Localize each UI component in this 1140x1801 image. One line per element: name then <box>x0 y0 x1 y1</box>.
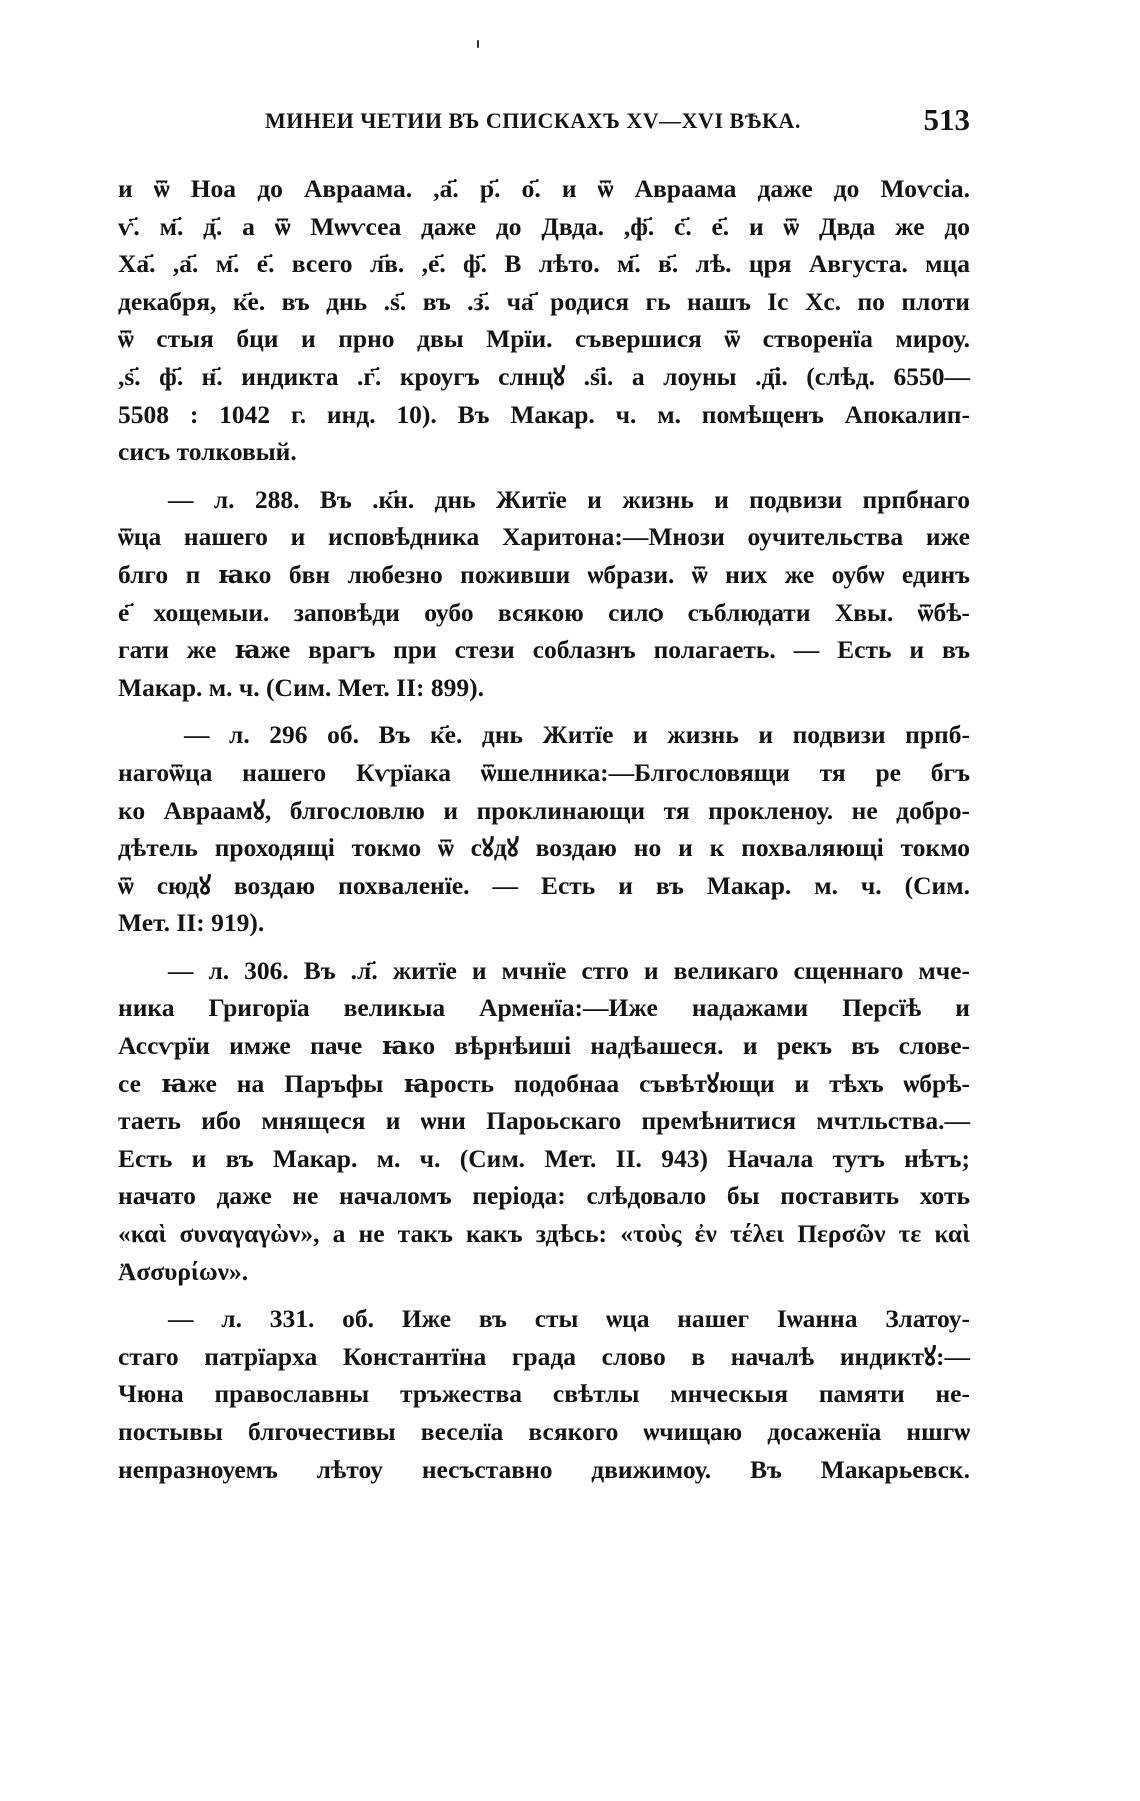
ink-speck <box>477 40 479 48</box>
text-line: гати же ꙗже врагъ при стези соблазнъ полагаеть. — Есть и въ <box>118 635 970 665</box>
text-line: — л. 296 об. Въ к҃е. днь Житїе и жизнь и подвизи прпб- <box>184 720 970 750</box>
body-text <box>118 170 970 1488</box>
text-line: начато даже не началомъ періода: слѣдовало бы поставить хоть <box>118 1181 970 1211</box>
paragraph-3 <box>118 716 970 942</box>
text-line: «καὶ συναγαγὼν», а не такъ какъ здѣсь: «τοὺς ἐν τέλει Περσῶν τε καὶ <box>118 1219 970 1249</box>
text-line: се ꙗже на Паръфы ꙗрость подобнаа съвѣтꙋющи и тѣхъ ѡбрѣ- <box>118 1068 970 1098</box>
text-line: непразноуемъ лѣтоу несъставно движимоу. Въ Макарьевск. <box>118 1454 970 1484</box>
text-line: Ἀσσυρίων». <box>118 1256 249 1286</box>
text-line: ника Григорїа великыа Арменїа:—Иже надажами Персїѣ и <box>118 993 970 1023</box>
page-number: 513 <box>923 102 970 137</box>
text-line: ,ѕ҃. ф҃. н҃. индикта .г҃. кроугъ слнцꙋ .ѕ҃і. а лоуны .д҃і. (слѣд. 6550— <box>118 361 970 391</box>
paragraph-2 <box>118 481 970 707</box>
paragraph-4 <box>118 952 970 1290</box>
text-line: ѵ҃. м҃. д҃. а ѿ Мѡѵсеа даже до Двда. ,ф҃. с҃. е҃. и ѿ Двда же до <box>118 211 970 241</box>
running-title: МИНЕИ ЧЕТИИ ВЪ СПИСКАХЪ XV—XVI ВѢКА. <box>265 108 801 133</box>
text-line: ѿ сюдꙋ воздаю похваленїе. — Есть и въ Макар. м. ч. (Сим. <box>118 870 970 900</box>
paragraph-5 <box>118 1300 970 1488</box>
text-line: Ха҃. ,а҃. м҃. е҃. всего л҃в. ,е҃. ф҃. В лѣто. м҃. в҃. лѣ. цря Августа. мца <box>118 249 970 279</box>
text-line: стаго патрїарха Константїна града слово в началѣ индиктꙋ:— <box>118 1341 970 1371</box>
text-line: Макар. м. ч. (Сим. Мет. II: 899). <box>118 672 485 702</box>
text-line: Есть и въ Макар. м. ч. (Сим. Мет. II. 943) Начала тутъ нѣтъ; <box>118 1143 970 1173</box>
text-line: сисъ толковый. <box>118 437 297 467</box>
text-line: и ѿ Ноа до Авраама. ,а҃. р҃. о҃. и ѿ Авраама даже до Моѵсіа. <box>118 174 970 203</box>
text-line: дѣтель проходящі токмо ѿ сꙋдꙋ воздаю но и к похваляющі токмо <box>118 833 970 863</box>
text-line: декабря, к҃е. въ днь .ѕ҃. въ .з҃. ча҃ родися гь нашъ Іс Хс. по плоти <box>118 286 970 316</box>
text-line: Чюна православны тръжества свѣтлы мнческыя памяти не- <box>118 1379 970 1409</box>
text-line: нагоѿца нашего Кѵрїака ѿшелника:—Блгословящи тя ре бгъ <box>118 757 970 787</box>
text-line: блго п ꙗко бвн любезно поживши ѡбрази. ѿ них же оубѡ единъ <box>118 559 970 589</box>
page-header <box>120 102 970 142</box>
text-line: — л. 306. Въ .л҃. житїе и мчнїе стго и великаго сщеннаго мче- <box>168 955 970 985</box>
text-line: Ассѵрїи имже паче ꙗко вѣрнѣиші надѣашеся. и рекъ въ слове- <box>118 1031 970 1061</box>
text-line: таеть ибо мнящеся и ѡни Пароьскаго премѣнитися мчтльства.— <box>118 1106 970 1136</box>
text-line: ѿ стыя бци и прно двы Мрїи. съвершися ѿ створенїа мироу. <box>118 324 970 354</box>
text-line: — л. 331. об. Иже въ сты ѡца нашег Іѡанна Златоу- <box>168 1304 970 1334</box>
text-line: постывы блгочестивы веселїа всякого ѡчищаю досаженїа ншгѡ <box>118 1417 970 1446</box>
paragraph-1 <box>118 170 970 471</box>
text-line: — л. 288. Въ .к҃н. днь Житїе и жизнь и подвизи прпбнаго <box>168 484 970 514</box>
text-line: 5508 : 1042 г. инд. 10). Въ Макар. ч. м. помѣщенъ Апокалип- <box>118 399 970 429</box>
text-line: ко Авраамꙋ, блгословлю и проклинающи тя прокленоу. не добро- <box>118 795 970 825</box>
text-line: ѿца нашего и исповѣдника Харитона:—Мнози оучительства иже <box>118 522 970 552</box>
text-line: е҃ хощемыи. заповѣди оубо всякою силѻ съблюдати Хвы. ѿбѣ- <box>118 597 970 627</box>
text-line: Мет. II: 919). <box>118 908 265 938</box>
